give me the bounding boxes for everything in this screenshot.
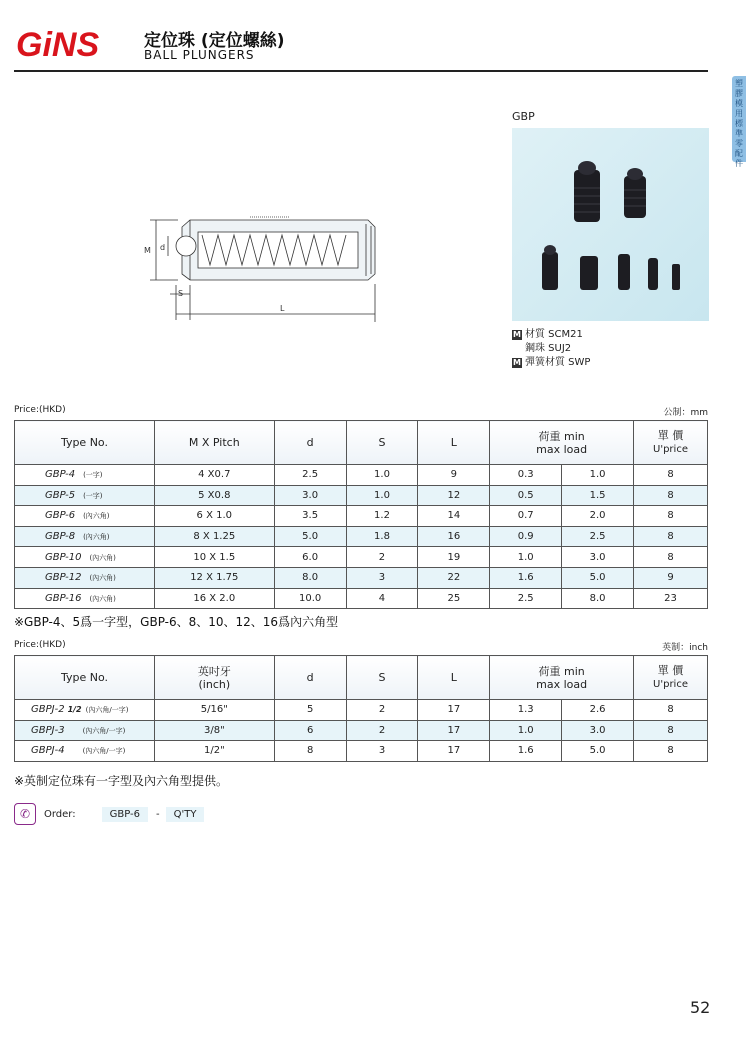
col-load-cn: 荷重 min (538, 664, 585, 678)
cell-pitch: 6 X 1.0 (154, 506, 274, 527)
metric-spec-table (14, 420, 708, 609)
cell-type: GBP-6 (內六角) (15, 506, 155, 527)
col-price-cn: 單 價 (657, 664, 684, 677)
material-item (512, 342, 590, 356)
phone-icon[interactable]: ✆ (14, 803, 36, 825)
cell-min: 0.9 (490, 526, 562, 547)
label-d: d (160, 243, 166, 252)
col-type-no: Type No. (15, 421, 155, 465)
cell-thread: 5/16" (154, 700, 274, 721)
cell-min: 0.7 (490, 506, 562, 527)
order-model: GBP-6 (102, 807, 148, 822)
page-number: 52 (690, 998, 711, 1017)
cell-max: 2.0 (562, 506, 634, 527)
cell-s: 3 (346, 741, 418, 762)
cell-l: 9 (418, 465, 490, 486)
cell-d: 8 (274, 741, 346, 762)
cell-min: 1.6 (490, 567, 562, 588)
cell-max: 3.0 (562, 720, 634, 741)
cell-price: 8 (634, 485, 708, 506)
cell-min: 1.0 (490, 547, 562, 568)
cell-d: 6.0 (274, 547, 346, 568)
cell-pitch: 5 X0.8 (154, 485, 274, 506)
cell-l: 17 (418, 741, 490, 762)
cell-d: 5 (274, 700, 346, 721)
metric-unit-label: 公制：mm (663, 408, 708, 418)
cell-s: 1.0 (346, 465, 418, 486)
label-m: M (144, 246, 151, 255)
cell-type: GBP-12 (內六角) (15, 567, 155, 588)
product-label: GBP (512, 110, 535, 123)
table-row (15, 547, 708, 568)
cell-l: 22 (418, 567, 490, 588)
ball (176, 236, 196, 256)
order-label: Order: (44, 808, 76, 820)
brand-logo-text: GiNS (16, 26, 100, 64)
col-d: d (274, 656, 346, 700)
cell-max: 8.0 (562, 588, 634, 609)
material-item (512, 328, 590, 342)
cell-pitch: 8 X 1.25 (154, 526, 274, 547)
cell-d: 3.0 (274, 485, 346, 506)
cell-thread: 1/2" (154, 741, 274, 762)
cell-s: 1.8 (346, 526, 418, 547)
cell-min: 0.5 (490, 485, 562, 506)
cell-price: 8 (634, 741, 708, 762)
col-thread-en: (inch) (198, 677, 231, 691)
cell-l: 17 (418, 700, 490, 721)
col-load (490, 421, 634, 465)
cell-l: 16 (418, 526, 490, 547)
cell-d: 8.0 (274, 567, 346, 588)
category-tab[interactable] (732, 76, 746, 168)
table-row (15, 506, 708, 527)
cell-type: GBPJ-2 1/2 (內六角/一字) (15, 700, 155, 721)
cell-price: 8 (634, 700, 708, 721)
cell-l: 12 (418, 485, 490, 506)
cell-s: 2 (346, 547, 418, 568)
cell-s: 4 (346, 588, 418, 609)
label-l: L (280, 304, 285, 313)
inch-unit-label: 英制：inch (662, 643, 708, 653)
metric-note: ※GBP-4、5爲一字型，GBP-6、8、10、12、16爲內六角型 (14, 615, 339, 629)
plunger-small-2 (580, 256, 598, 290)
label-s: S (178, 289, 184, 298)
cell-max: 5.0 (562, 567, 634, 588)
table-row (15, 465, 708, 486)
plunger-small-4 (648, 258, 658, 290)
brand-logo (14, 22, 122, 66)
table-row (15, 588, 708, 609)
material-item (512, 356, 590, 370)
page-subtitle: BALL PLUNGERS (144, 48, 255, 62)
cell-max: 2.5 (562, 526, 634, 547)
cell-pitch: 12 X 1.75 (154, 567, 274, 588)
cell-price: 8 (634, 465, 708, 486)
cell-s: 2 (346, 720, 418, 741)
cell-price: 23 (634, 588, 708, 609)
order-dash: - (156, 808, 160, 820)
cell-price: 8 (634, 720, 708, 741)
col-price-en: U'price (653, 679, 688, 690)
cell-d: 6 (274, 720, 346, 741)
cell-s: 1.0 (346, 485, 418, 506)
cell-d: 5.0 (274, 526, 346, 547)
cell-min: 1.0 (490, 720, 562, 741)
order-qty: Q'TY (166, 807, 205, 822)
table-row (15, 485, 708, 506)
table-row (15, 700, 708, 721)
cell-price: 8 (634, 547, 708, 568)
product-photo (512, 128, 709, 321)
cell-d: 10.0 (274, 588, 346, 609)
table-row (15, 567, 708, 588)
cell-thread: 3/8" (154, 720, 274, 741)
page-title: 定位珠 (定位螺絲) (144, 31, 285, 51)
material-text: 材質 SCM21 (525, 329, 583, 340)
col-price-cn: 單 價 (657, 429, 684, 442)
cell-l: 17 (418, 720, 490, 741)
cell-max: 1.5 (562, 485, 634, 506)
cell-min: 2.5 (490, 588, 562, 609)
cell-l: 19 (418, 547, 490, 568)
cell-min: 1.3 (490, 700, 562, 721)
cell-type: GBP-16 (內六角) (15, 588, 155, 609)
cell-price: 9 (634, 567, 708, 588)
plunger-small-1 (542, 252, 558, 290)
plunger-small-5 (672, 264, 680, 290)
col-price (634, 656, 708, 700)
col-price-en: U'price (653, 444, 688, 455)
order-line (14, 803, 204, 825)
plunger-small-3 (618, 254, 630, 290)
table-row (15, 720, 708, 741)
material-marker: M (513, 358, 521, 367)
col-price (634, 421, 708, 465)
cell-l: 14 (418, 506, 490, 527)
col-l: L (418, 421, 490, 465)
materials-list (512, 328, 590, 370)
cell-price: 8 (634, 526, 708, 547)
material-marker: M (513, 330, 521, 339)
cell-type: GBP-8 (內六角) (15, 526, 155, 547)
inch-price-label: Price:(HKD) (14, 640, 66, 650)
table-row (15, 526, 708, 547)
cell-max: 1.0 (562, 465, 634, 486)
cell-max: 5.0 (562, 741, 634, 762)
col-thread (154, 656, 274, 700)
cell-type: GBP-4 (一字) (15, 465, 155, 486)
table-row (15, 741, 708, 762)
col-s: S (346, 421, 418, 465)
cell-min: 1.6 (490, 741, 562, 762)
cell-max: 3.0 (562, 547, 634, 568)
cell-min: 0.3 (490, 465, 562, 486)
cell-pitch: 4 X0.7 (154, 465, 274, 486)
col-l: L (418, 656, 490, 700)
col-pitch: M X Pitch (154, 421, 274, 465)
col-type-no: Type No. (15, 656, 155, 700)
cell-pitch: 10 X 1.5 (154, 547, 274, 568)
metric-price-label: Price:(HKD) (14, 405, 66, 415)
cell-l: 25 (418, 588, 490, 609)
cell-pitch: 16 X 2.0 (154, 588, 274, 609)
col-load-en: max load (536, 677, 588, 691)
cell-type: GBPJ-4 (內六角/一字) (15, 741, 155, 762)
col-load-cn: 荷重 min (538, 429, 585, 443)
cell-s: 2 (346, 700, 418, 721)
col-load-en: max load (536, 442, 588, 456)
cell-d: 3.5 (274, 506, 346, 527)
cell-s: 1.2 (346, 506, 418, 527)
plunger-large-2 (624, 176, 646, 218)
cell-type: GBP-10 (內六角) (15, 547, 155, 568)
cell-max: 2.6 (562, 700, 634, 721)
col-load (490, 656, 634, 700)
cell-type: GBP-5 (一字) (15, 485, 155, 506)
inch-note: ※英制定位珠有一字型及內六角型提供。 (14, 774, 229, 788)
cell-type: GBPJ-3 (內六角/一字) (15, 720, 155, 741)
category-tab-label: 塑膠模用標準零配件 (735, 79, 743, 168)
cell-d: 2.5 (274, 465, 346, 486)
cell-price: 8 (634, 506, 708, 527)
col-thread-cn: 英吋牙 (197, 664, 231, 678)
material-text: 彈簧材質 SWP (525, 357, 591, 368)
cell-s: 3 (346, 567, 418, 588)
material-text: 鋼珠 SUJ2 (525, 343, 572, 354)
header-divider (14, 70, 708, 72)
technical-drawing (130, 190, 390, 330)
col-s: S (346, 656, 418, 700)
table-header-row (15, 421, 708, 465)
table-header-row (15, 656, 708, 700)
col-d: d (274, 421, 346, 465)
inch-spec-table (14, 655, 708, 762)
